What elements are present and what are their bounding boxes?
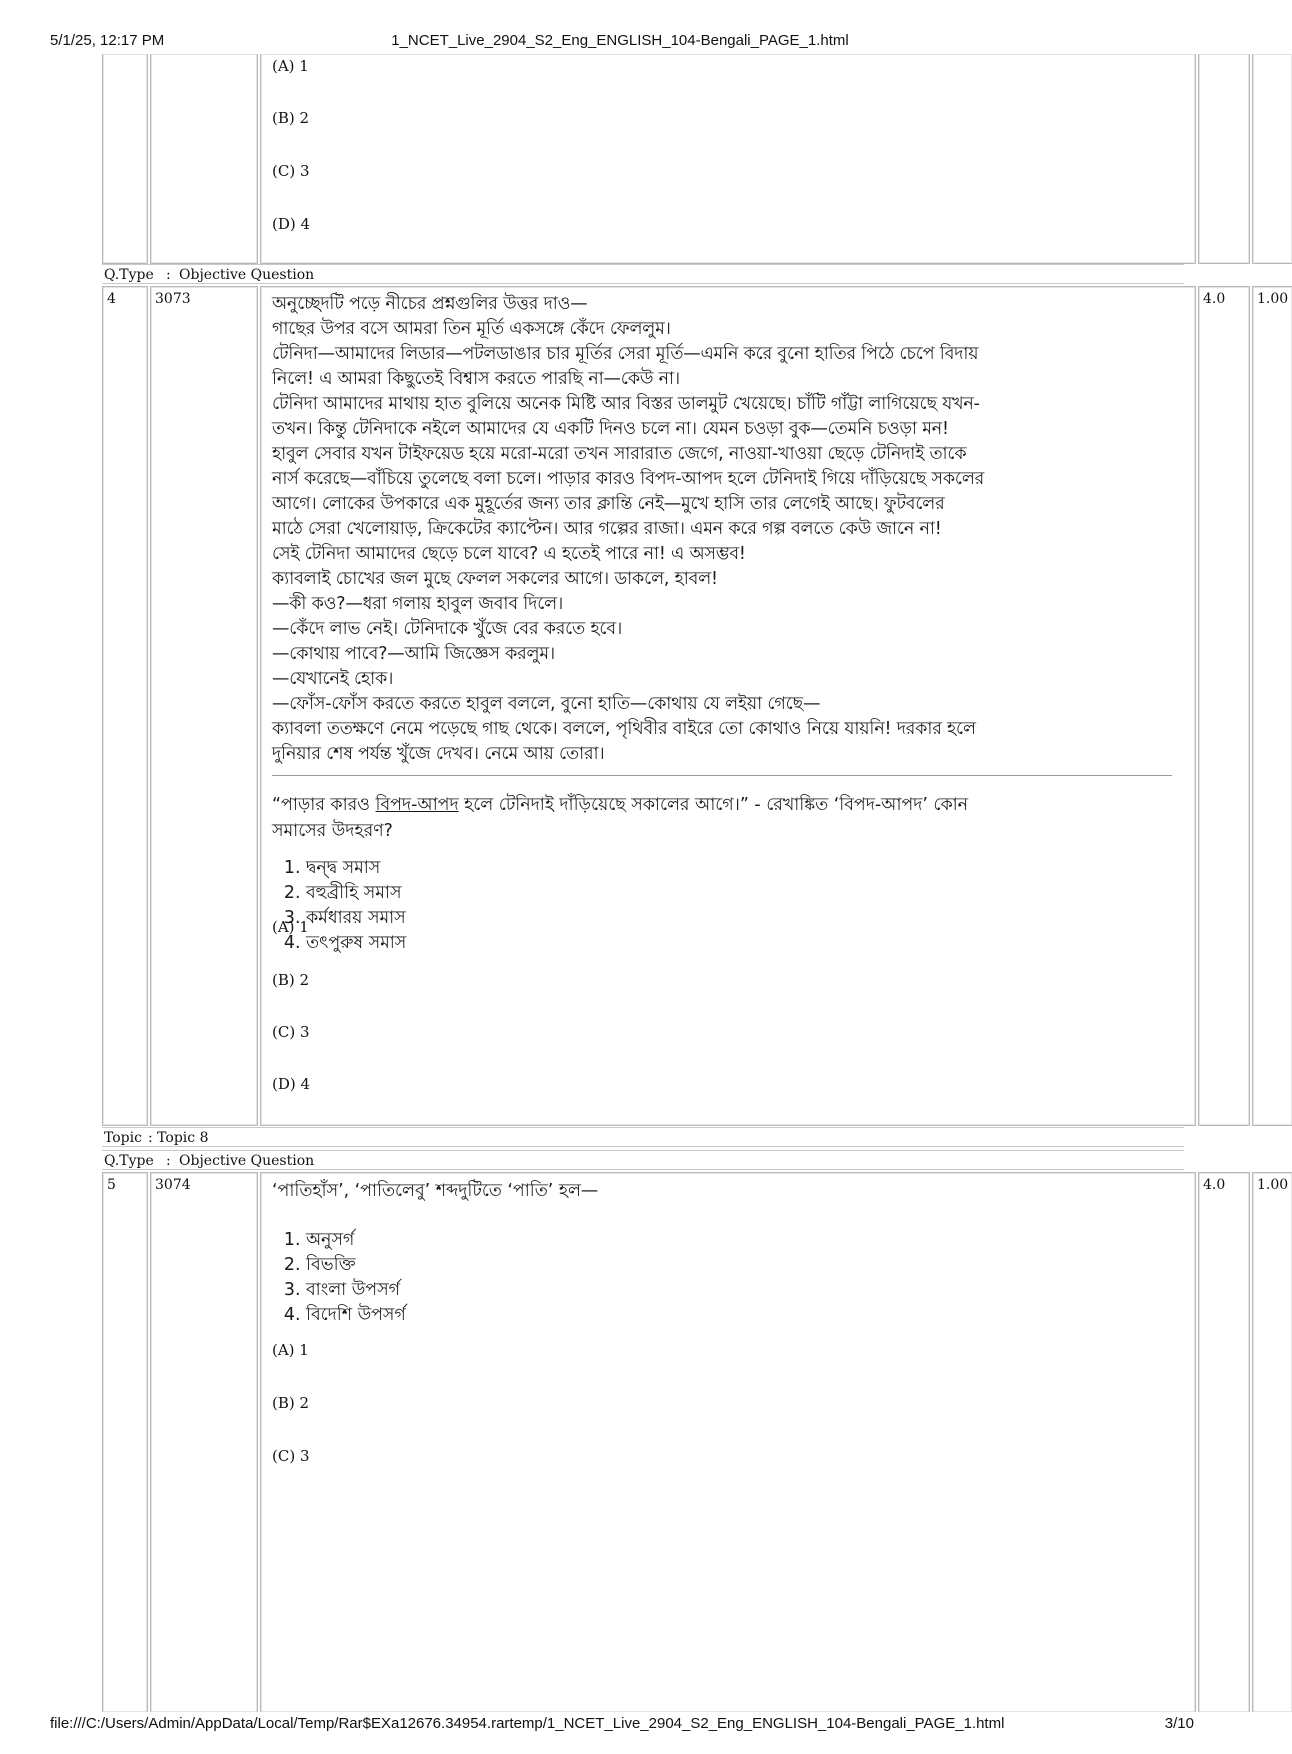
question-text-line2: সমাসের উদহরণ? xyxy=(272,821,393,841)
choice-list xyxy=(272,856,406,956)
option-c: (C) 3 xyxy=(272,1023,310,1041)
option-a: (A) 1 xyxy=(272,1341,309,1359)
passage xyxy=(272,292,1172,767)
question-row-previous xyxy=(102,54,1184,264)
marks-value: 4.0 xyxy=(1203,1177,1226,1193)
passage-line: নিলে! এ আমরা কিছুতেই বিশ্বাস করতে পারছি না—কেউ না। xyxy=(272,369,680,389)
choice-item: 2. বহুব্রীহি সমাস xyxy=(306,881,406,906)
passage-line: আগে। লোকের উপকারে এক মুহূর্তের জন্য তার ক্লান্তি নেই—মুখে হাসি তার লেগেই আছে। ফুটবলের xyxy=(272,494,945,514)
question-id: 3074 xyxy=(155,1177,191,1193)
qtype-label-row xyxy=(102,1150,1184,1170)
question-row-5 xyxy=(102,1172,1289,1712)
choice-item: 4. তৎপুরুষ সমাস xyxy=(306,931,406,956)
passage-line: নার্স করেছে—বাঁচিয়ে তুলেছে বলা চলে। পাড়ার কারও বিপদ-আপদ হলে টেনিদাই গিয়ে দাঁড়িয়েছে সকলের xyxy=(272,469,985,489)
question-text-post: হলে টেনিদাই দাঁড়িয়েছে সকালের আগে।” - রেখাঙ্কিত ‘বিপদ-আপদ’ কোন xyxy=(458,795,969,815)
passage-line: দুনিয়ার শেষ পর্যন্ত খুঁজে দেখব। নেমে আয় তোরা। xyxy=(272,744,605,764)
passage-line: মাঠে সেরা খেলোয়াড়, ক্রিকেটের ক্যাপ্টেন। আর গল্পের রাজা। এমন করে গল্প বলতে কেউ জানে না! xyxy=(272,519,942,539)
file-path: file:///C:/Users/Admin/AppData/Local/Temp/Rar$EXa12676.34954.rartemp/1_NCET_Live_2904_S2_Eng_ENGLISH_104-Bengali_PAGE_1.html xyxy=(50,1715,1005,1732)
question-sheet xyxy=(102,54,1289,1704)
passage-line: হাবুল সেবার যখন টাইফয়েড হয়ে মরো-মরো তখন সারারাত জেগে, নাওয়া-খাওয়া ছেড়ে টেনিদাই তাকে xyxy=(272,444,967,464)
choice-item: 2. বিভক্তি xyxy=(306,1253,406,1278)
option-a: (A) 1 xyxy=(272,918,309,936)
qid-cell xyxy=(150,286,258,1126)
sl-cell xyxy=(102,286,148,1126)
qtype-separator: : xyxy=(166,267,171,283)
sl-cell xyxy=(102,1172,148,1712)
serial-number: 5 xyxy=(107,1177,116,1193)
qtype-value: Objective Question xyxy=(179,267,315,283)
choice-item: 4. বিদেশি উপসর্গ xyxy=(306,1303,406,1328)
negative-cell xyxy=(1252,54,1292,264)
question-text xyxy=(272,792,1172,844)
print-doc-title: 1_NCET_Live_2904_S2_Eng_ENGLISH_104-Bengali_PAGE_1.html xyxy=(391,32,849,49)
option-d: (D) 4 xyxy=(272,1075,311,1093)
topic-value: : Topic 8 xyxy=(148,1130,209,1146)
passage-line: সেই টেনিদা আমাদের ছেড়ে চলে যাবে? এ হতেই পারে না! এ অসম্ভব! xyxy=(272,544,746,564)
passage-line: টেনিদা আমাদের মাথায় হাত বুলিয়ে অনেক মিষ্টি আর বিস্তর ডালমুট খেয়েছে। চাঁটি গাঁট্টা লাগিয়েছে যখন- xyxy=(272,394,980,414)
question-id: 3073 xyxy=(155,291,191,307)
qid-cell xyxy=(150,54,258,264)
option-a: (A) 1 xyxy=(272,57,309,75)
negative-marks-value: 1.00 xyxy=(1257,1177,1289,1193)
qtype-label: Q.Type xyxy=(104,1153,154,1169)
passage-line: —কোথায় পাবে?—আমি জিজ্ঞেস করলুম। xyxy=(272,644,555,664)
choice-item: 3. কর্মধারয় সমাস xyxy=(306,906,406,931)
option-b: (B) 2 xyxy=(272,971,310,989)
marks-cell xyxy=(1198,1172,1250,1712)
question-underlined-term: বিপদ-আপদ xyxy=(375,795,459,815)
passage-line: —কেঁদে লাভ নেই। টেনিদাকে খুঁজে বের করতে হবে। xyxy=(272,619,623,639)
passage-line: ক্যাবলাই চোখের জল মুছে ফেলল সকলের আগে। ডাকলে, হাবল! xyxy=(272,569,718,589)
print-datetime: 5/1/25, 12:17 PM xyxy=(50,32,165,49)
marks-cell xyxy=(1198,54,1250,264)
qtype-label: Q.Type xyxy=(104,267,154,283)
passage-line: —ফোঁস-ফোঁস করতে করতে হাবুল বললে, বুনো হাতি—কোথায় যে লইয়া গেছে— xyxy=(272,694,821,714)
passage-line: টেনিদা—আমাদের লিডার—পটলডাঙার চার মূর্তির সেরা মূর্তি—এমনি করে বুনো হাতির পিঠে চেপে বিদায় xyxy=(272,344,979,364)
question-text: ‘পাতিহাঁস’, ‘পাতিলেবু’ শব্দদুটিতে ‘পাতি’ হল— xyxy=(272,1181,599,1201)
question-cell xyxy=(260,54,1196,264)
qtype-separator: : xyxy=(166,1153,171,1169)
negative-marks-value: 1.00 xyxy=(1257,291,1289,307)
page-indicator: 3/10 xyxy=(1164,1715,1194,1732)
serial-number: 4 xyxy=(107,291,116,307)
option-c: (C) 3 xyxy=(272,162,310,180)
question-text-pre: “পাড়ার কারও xyxy=(272,795,376,815)
topic-label-row xyxy=(102,1127,1184,1147)
topic-label: Topic xyxy=(104,1130,142,1146)
choice-item: 1. অনুসর্গ xyxy=(306,1228,406,1253)
option-b: (B) 2 xyxy=(272,109,310,127)
print-footer xyxy=(0,1713,1240,1737)
negative-cell xyxy=(1252,286,1292,1126)
choice-item: 1. দ্বন্দ্ব সমাস xyxy=(306,856,406,881)
passage-line: ক্যাবলা ততক্ষণে নেমে পড়েছে গাছ থেকে। বললে, পৃথিবীর বাইরে তো কোথাও নিয়ে যায়নি! দরকার হলে xyxy=(272,719,976,739)
sl-cell xyxy=(102,54,148,264)
question-row-4 xyxy=(102,286,1289,1126)
print-header xyxy=(0,30,1240,54)
negative-cell xyxy=(1252,1172,1292,1712)
passage-divider xyxy=(272,775,1172,776)
marks-value: 4.0 xyxy=(1203,291,1226,307)
choice-list xyxy=(272,1228,406,1328)
option-d: (D) 4 xyxy=(272,215,311,233)
choice-item: 3. বাংলা উপসর্গ xyxy=(306,1278,406,1303)
passage-line: —যেখানেই হোক। xyxy=(272,669,394,689)
passage-line: গাছের উপর বসে আমরা তিন মূর্তি একসঙ্গে কেঁদে ফেললুম। xyxy=(272,319,671,339)
marks-cell xyxy=(1198,286,1250,1126)
option-c: (C) 3 xyxy=(272,1447,310,1465)
passage-line: তখন। কিন্তু টেনিদাকে নইলে আমাদের যে একটি দিনও চলে না। যেমন চওড়া বুক—তেমনি চওড়া মন! xyxy=(272,419,949,439)
passage-line: —কী কও?—ধরা গলায় হাবুল জবাব দিলে। xyxy=(272,594,564,614)
qtype-value: Objective Question xyxy=(179,1153,315,1169)
qid-cell xyxy=(150,1172,258,1712)
option-b: (B) 2 xyxy=(272,1394,310,1412)
passage-line: অনুচ্ছেদটি পড়ে নীচের প্রশ্নগুলির উত্তর দাও— xyxy=(272,294,588,314)
qtype-label-row xyxy=(102,264,1184,284)
